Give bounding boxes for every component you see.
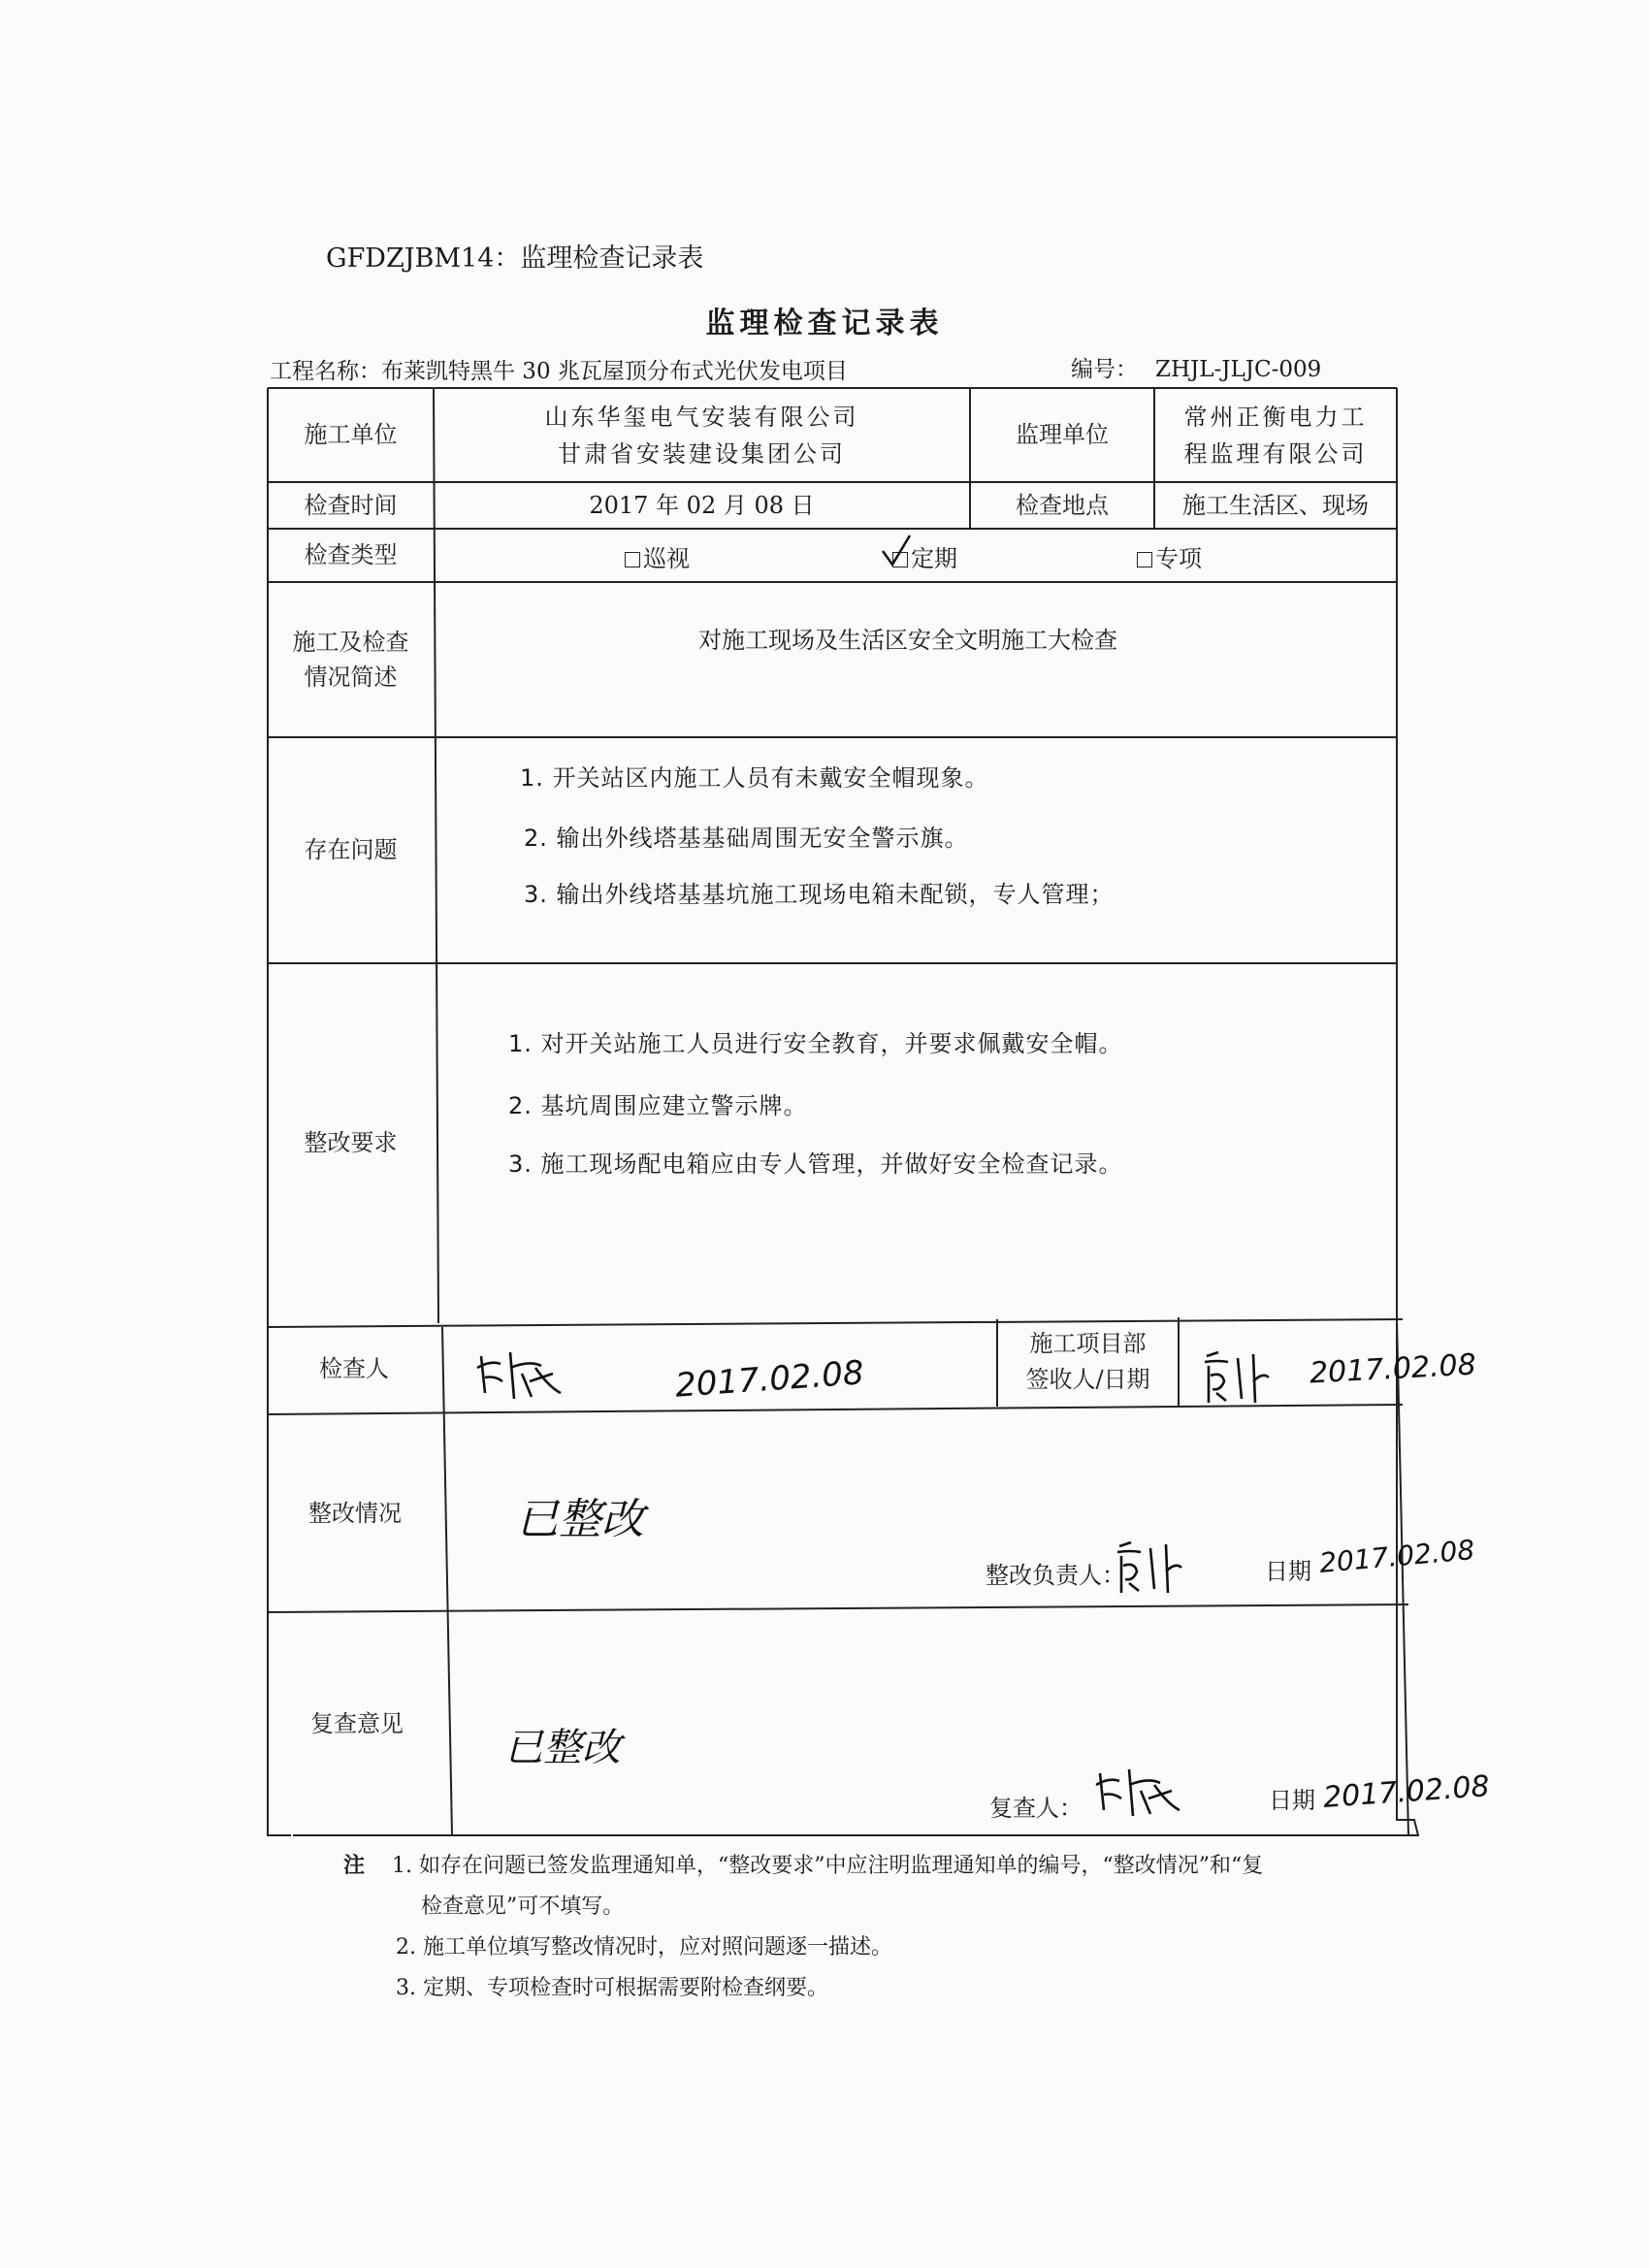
checkbox-icon [625, 552, 640, 567]
reviewer-signature [1090, 1756, 1197, 1824]
rectification-date-label: 日期 [1265, 1558, 1311, 1585]
receiver-date: 2017.02.08 [1309, 1347, 1477, 1391]
requirement-item: 2. 基坑周围应建立警示牌。 [508, 1092, 808, 1119]
rectification-date: 2017.02.08 [1317, 1534, 1476, 1579]
construction-unit-label: 施工单位 [304, 421, 398, 449]
problem-item: 1. 开关站区内施工人员有未戴安全帽现象。 [520, 764, 989, 792]
inspection-type-label: 检查类型 [304, 541, 398, 569]
notes-label: 注 [343, 1853, 366, 1878]
problem-item: 3. 输出外线塔基基坑施工现场电箱未配锁，专人管理； [524, 881, 1115, 908]
inspection-place-value: 施工生活区、现场 [1182, 491, 1369, 519]
inspection-time-value: 2017 年 02 月 08 日 [589, 491, 815, 519]
rectification-person-signature [1112, 1533, 1189, 1601]
summary-text: 对施工现场及生活区安全文明施工大检查 [698, 627, 1117, 654]
inspection-place-label: 检查地点 [1016, 491, 1109, 519]
construction-unit-line-1: 山东华玺电气安装有限公司 [544, 403, 859, 431]
receiver-label: 施工项目部 签收人/日期 [1025, 1329, 1150, 1393]
form-code: GFDZJBM14：监理检查记录表 [326, 243, 704, 274]
type-option-patrol[interactable]: 巡视 [625, 539, 690, 573]
problem-item: 2. 输出外线塔基基础周围无安全警示旗。 [524, 825, 969, 852]
problems-label: 存在问题 [304, 836, 398, 864]
number-label: 编号： [1071, 357, 1138, 382]
inspector-signature [471, 1339, 568, 1407]
inspector-date: 2017.02.08 [673, 1353, 865, 1406]
review-date: 2017.02.08 [1321, 1769, 1491, 1815]
supervision-unit-line-2: 程监理有限公司 [1183, 440, 1368, 468]
project-name: 布莱凯特黑牛 30 兆瓦屋顶分布式光伏发电项目 [381, 359, 848, 384]
project-label: 工程名称： [270, 359, 381, 384]
type-option-periodic[interactable]: 定期 [892, 539, 957, 573]
review-text: 已整改 [504, 1726, 621, 1770]
supervision-unit-value [1154, 392, 1397, 479]
requirement-item: 3. 施工现场配电箱应由专人管理，并做好安全检查记录。 [508, 1150, 1123, 1178]
note-item: 1. 如存在问题已签发监理通知单，“整改要求”中应注明监理通知单的编号，“整改情况”和“复 [392, 1854, 1264, 1878]
construction-unit-value [434, 392, 970, 479]
reviewer-label: 复查人： [989, 1795, 1083, 1822]
review-date-label: 日期 [1269, 1787, 1315, 1814]
type-option-special[interactable]: 专项 [1137, 539, 1202, 573]
rectification-label: 整改情况 [308, 1499, 402, 1527]
requirement-item: 1. 对开关站施工人员进行安全教育，并要求佩戴安全帽。 [508, 1030, 1123, 1057]
checkmark-icon [879, 532, 914, 570]
checkbox-icon [1137, 552, 1152, 567]
note-item: 检查意见”可不填写。 [421, 1895, 625, 1919]
supervision-unit-line-1: 常州正衡电力工 [1183, 403, 1368, 431]
inspector-label: 检查人 [319, 1354, 389, 1382]
review-label: 复查意见 [310, 1709, 404, 1737]
note-item: 3. 定期、专项检查时可根据需要附检查纲要。 [396, 1976, 828, 2000]
inspection-time-label: 检查时间 [304, 491, 398, 519]
requirements-label: 整改要求 [304, 1128, 398, 1156]
summary-label: 施工及检查 情况简述 [292, 629, 409, 691]
form-title: 监理检查记录表 [705, 307, 944, 340]
note-item: 2. 施工单位填写整改情况时，应对照问题逐一描述。 [396, 1935, 892, 1960]
construction-unit-line-2: 甘肃省安装建设集团公司 [558, 440, 846, 468]
receiver-signature [1199, 1343, 1277, 1410]
number-value: ZHJL-JLJC-009 [1155, 357, 1322, 382]
rectification-person-label: 整改负责人： [986, 1562, 1125, 1589]
supervision-unit-label: 监理单位 [1016, 421, 1109, 449]
rectification-text: 已整改 [516, 1495, 644, 1544]
